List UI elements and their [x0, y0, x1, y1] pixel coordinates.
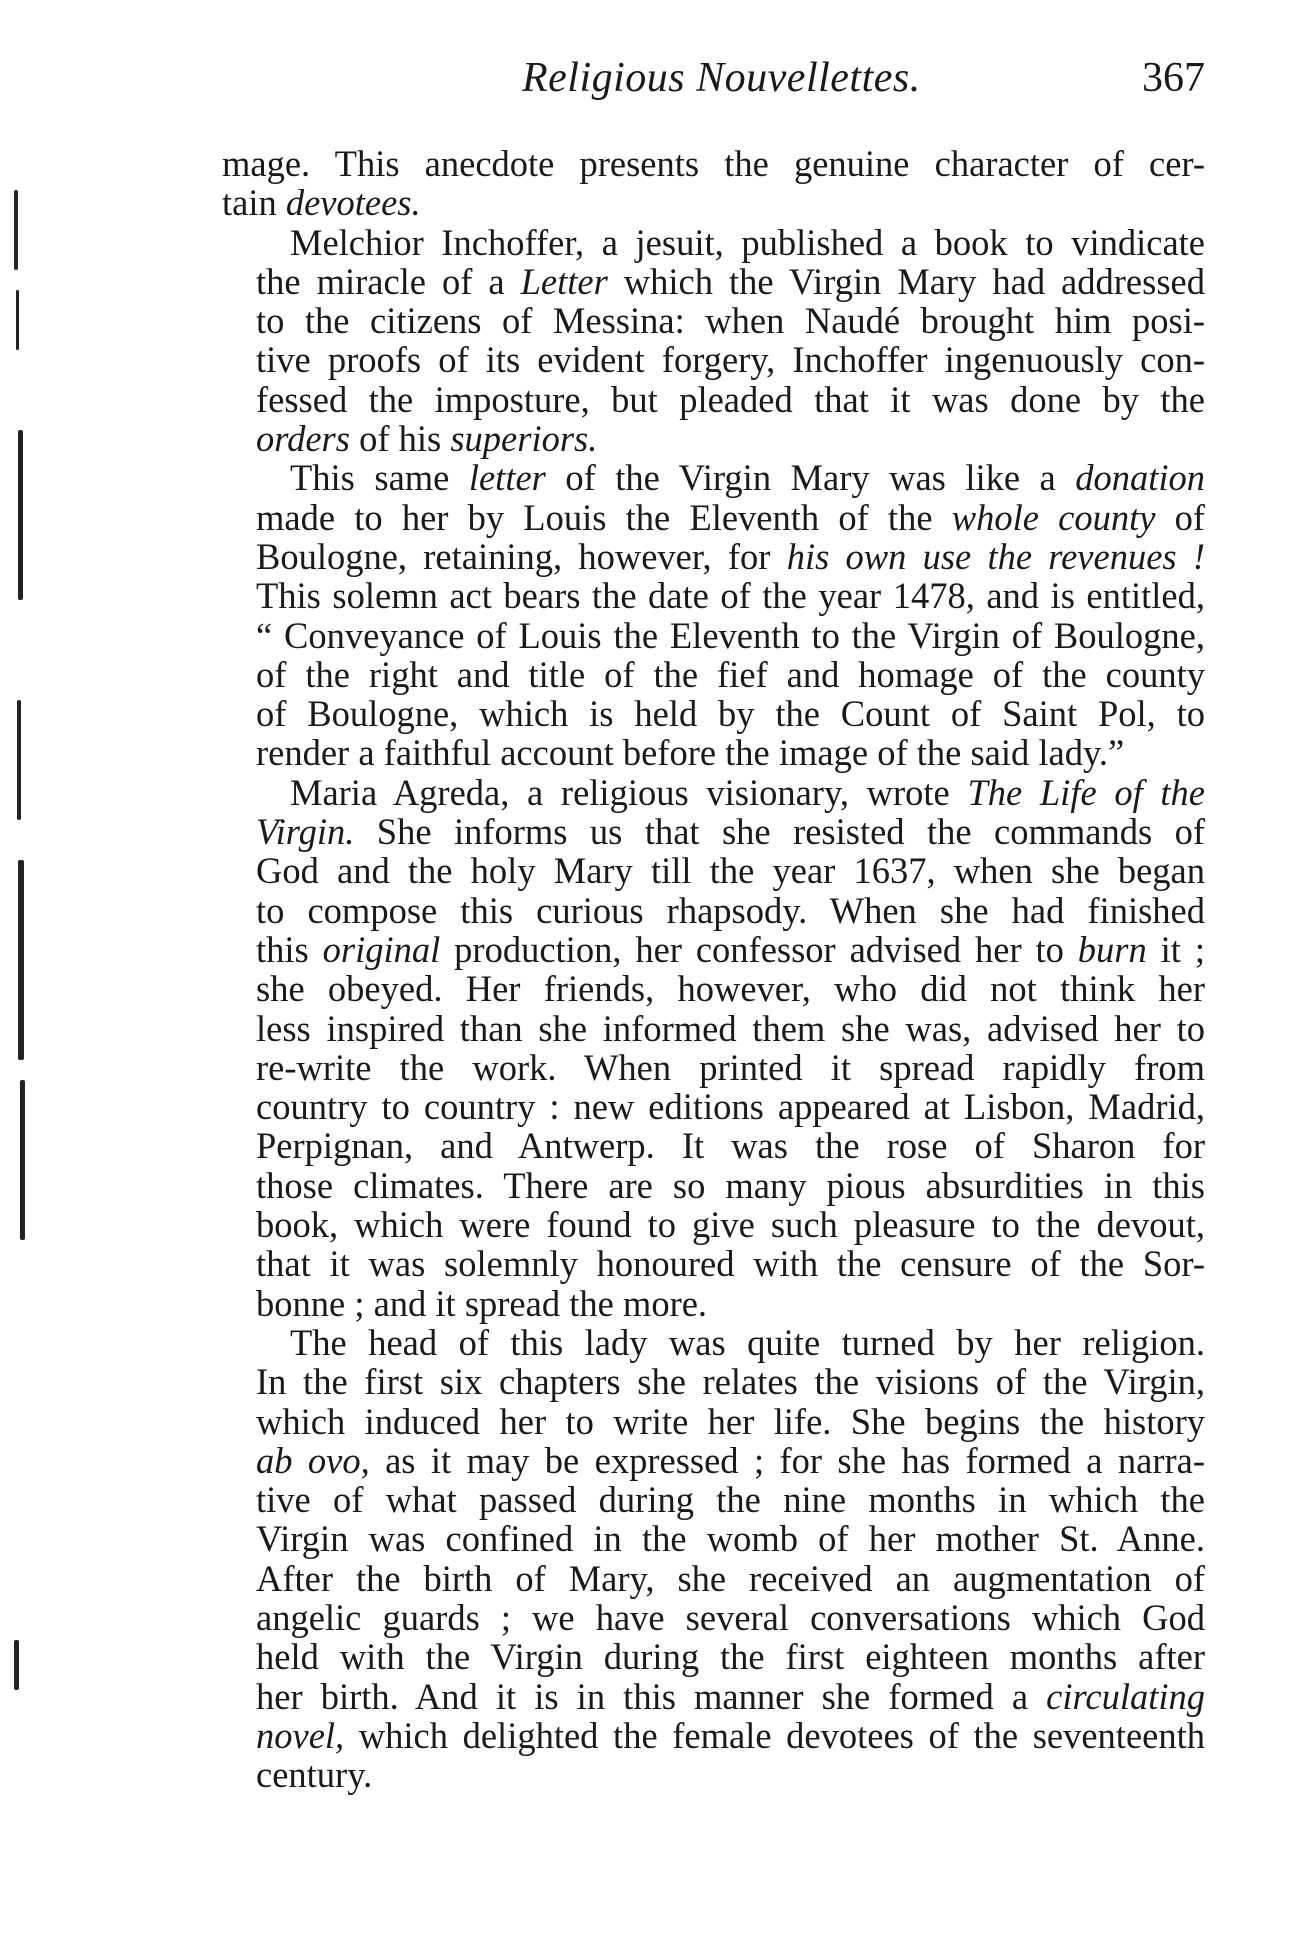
- paragraph: [222, 144, 1205, 223]
- text-line: [222, 1362, 1205, 1401]
- text-line: [222, 891, 1205, 930]
- text-run: which delighted the female devotees of the seventeenth: [344, 1714, 1205, 1756]
- text-run: that it was solemnly honoured with the censure of the Sor-: [256, 1243, 1205, 1285]
- text-line: [222, 773, 1205, 812]
- text-line: [222, 380, 1205, 419]
- text-run: render a faithful account before the image of the said lady.”: [256, 732, 1125, 774]
- running-header: [222, 54, 1205, 114]
- text-line: [222, 969, 1205, 1008]
- text-run: The head of this lady was quite turned by her religion.: [290, 1321, 1205, 1363]
- text-run: her birth. And it is in this manner she formed a: [256, 1675, 1047, 1717]
- italic-text: his own use the revenues !: [786, 535, 1205, 577]
- text-line: [222, 1009, 1205, 1048]
- text-line: [222, 419, 1205, 458]
- paragraph: [222, 458, 1205, 772]
- text-run: fessed the imposture, but pleaded that it was done by the: [256, 378, 1205, 420]
- text-run: Perpignan, and Antwerp. It was the rose of Sharon for: [256, 1125, 1205, 1167]
- text-line: [222, 616, 1205, 655]
- text-run: to the citizens of Messina: when Naudé brought him posi-: [256, 300, 1205, 342]
- text-line: [222, 1480, 1205, 1519]
- text-run: held with the Virgin during the first eighteen months after: [256, 1636, 1205, 1678]
- text-line: [222, 655, 1205, 694]
- text-line: [222, 1205, 1205, 1244]
- text-line: [222, 183, 1205, 222]
- text-run: she obeyed. Her friends, however, who did not think her: [256, 968, 1205, 1010]
- page-binding-edge: [0, 0, 40, 1933]
- text-line: [222, 930, 1205, 969]
- italic-text: Letter: [520, 260, 608, 302]
- text-line: [222, 458, 1205, 497]
- text-run: Virgin was confined in the womb of her mother St. Anne.: [256, 1518, 1205, 1560]
- text-run: those climates. There are so many pious absurdities in this: [256, 1164, 1205, 1206]
- text-run: This solemn act bears the date of the year 1478, and is entitled,: [256, 575, 1205, 617]
- text-run: angelic guards ; we have several conversations which God: [256, 1596, 1205, 1638]
- text-line: [222, 144, 1205, 183]
- text-line: [222, 262, 1205, 301]
- italic-text: devotees.: [285, 182, 421, 224]
- italic-text: donation: [1075, 457, 1205, 499]
- text-run: less inspired than she informed them she was, advised her to: [256, 1007, 1205, 1049]
- text-run: tive proofs of its evident forgery, Inchoffer ingenuously con-: [256, 339, 1205, 381]
- italic-text: burn: [1077, 928, 1147, 970]
- text-run: of the Virgin Mary was like a: [545, 457, 1076, 499]
- text-run: Melchior Inchoffer, a jesuit, published a book to vindicate: [290, 221, 1205, 263]
- text-line: [222, 340, 1205, 379]
- text-run: it ;: [1146, 928, 1205, 970]
- text-run: In the first six chapters she relates the visions of the Virgin,: [256, 1361, 1205, 1403]
- text-run: made to her by Louis the Eleventh of the: [256, 496, 952, 538]
- text-run: tain: [222, 182, 286, 224]
- text-run: God and the holy Mary till the year 1637, when she began: [256, 850, 1205, 892]
- text-line: [222, 537, 1205, 576]
- text-line: [222, 1402, 1205, 1441]
- text-line: [222, 1716, 1205, 1755]
- text-run: After the birth of Mary, she received an augmentation of: [256, 1557, 1205, 1599]
- text-run: as it may be expressed ; for she has formed a narra-: [369, 1439, 1205, 1481]
- italic-text: ab ovo,: [256, 1439, 370, 1481]
- italic-text: superiors.: [450, 418, 598, 460]
- text-run: of: [1155, 496, 1206, 538]
- text-run: century.: [256, 1754, 373, 1796]
- text-run: This same: [290, 457, 469, 499]
- text-run: Maria Agreda, a religious visionary, wrote: [290, 771, 968, 813]
- text-line: [222, 498, 1205, 537]
- italic-text: letter: [468, 457, 546, 499]
- text-run: “ Conveyance of Louis the Eleventh to the Virgin of Boulogne,: [256, 614, 1205, 656]
- text-line: [222, 1598, 1205, 1637]
- text-line: [222, 1559, 1205, 1598]
- text-line: [222, 1126, 1205, 1165]
- italic-text: circulating: [1046, 1675, 1205, 1717]
- text-run: of Boulogne, which is held by the Count of Saint Pol, to: [256, 693, 1205, 735]
- body-text: [222, 144, 1205, 1794]
- italic-text: original: [322, 928, 441, 970]
- text-line: [222, 733, 1205, 772]
- text-line: [222, 301, 1205, 340]
- text-line: [222, 1637, 1205, 1676]
- text-run: which induced her to write her life. She begins the history: [256, 1400, 1205, 1442]
- text-line: [222, 1244, 1205, 1283]
- italic-text: Virgin.: [256, 811, 355, 853]
- text-line: [222, 812, 1205, 851]
- paragraph: [222, 223, 1205, 459]
- text-line: [222, 1323, 1205, 1362]
- italic-text: novel,: [256, 1714, 345, 1756]
- italic-text: orders: [256, 418, 350, 460]
- page-number: 367: [1142, 55, 1205, 101]
- text-line: [222, 1519, 1205, 1558]
- text-run: bonne ; and it spread the more.: [256, 1282, 708, 1324]
- text-run: of the right and title of the fief and homage of the county: [256, 653, 1205, 695]
- text-line: [222, 1166, 1205, 1205]
- text-run: country to country : new editions appeared at Lisbon, Madrid,: [256, 1086, 1205, 1128]
- italic-text: The Life of the: [967, 771, 1206, 813]
- text-run: of his: [349, 418, 451, 460]
- text-run: which the Virgin Mary had addressed: [607, 260, 1205, 302]
- text-line: [222, 1284, 1205, 1323]
- text-run: this: [256, 928, 323, 970]
- paragraph: [222, 1323, 1205, 1795]
- text-line: [222, 1048, 1205, 1087]
- text-run: to compose this curious rhapsody. When she had finished: [256, 889, 1205, 931]
- text-run: She informs us that she resisted the commands of: [354, 811, 1205, 853]
- text-run: the miracle of a: [256, 260, 521, 302]
- text-line: [222, 851, 1205, 890]
- text-run: tive of what passed during the nine months in which the: [256, 1479, 1205, 1521]
- text-run: Boulogne, retaining, however, for: [256, 535, 787, 577]
- paragraph: [222, 773, 1205, 1323]
- text-run: re-write the work. When printed it spread rapidly from: [256, 1046, 1205, 1088]
- italic-text: whole county: [951, 496, 1156, 538]
- text-line: [222, 223, 1205, 262]
- text-line: [222, 1677, 1205, 1716]
- text-run: production, her confessor advised her to: [440, 928, 1078, 970]
- text-line: [222, 1441, 1205, 1480]
- text-line: [222, 576, 1205, 615]
- text-line: [222, 1755, 1205, 1794]
- text-line: [222, 694, 1205, 733]
- running-title: Religious Nouvellettes.: [522, 55, 921, 101]
- text-run: mage. This anecdote presents the genuine character of cer-: [222, 143, 1205, 184]
- text-line: [222, 1087, 1205, 1126]
- text-run: book, which were found to give such pleasure to the devout,: [256, 1204, 1205, 1246]
